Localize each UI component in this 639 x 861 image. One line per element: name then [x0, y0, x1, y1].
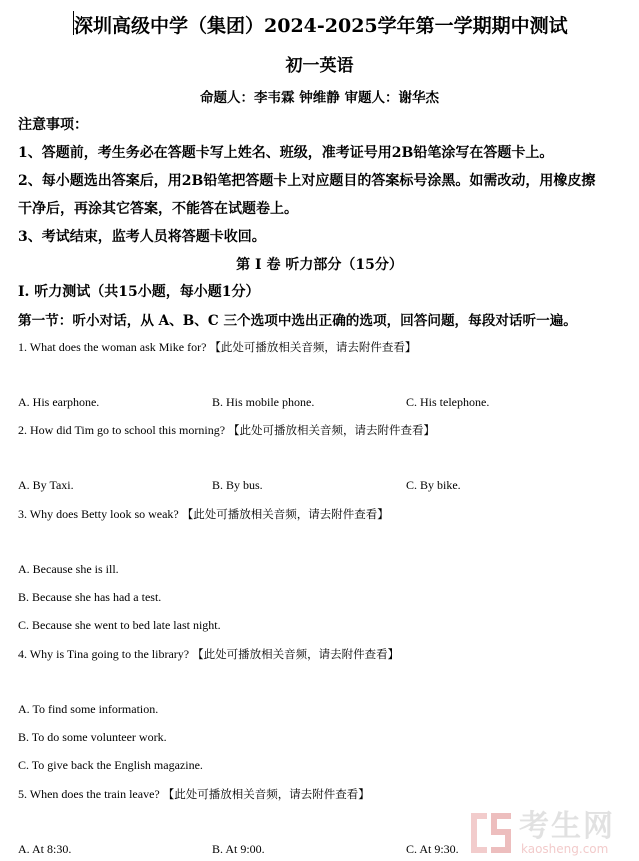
- subsection-heading: 第一节：听小对话，从 A、B、C 三个选项中选出正确的选项，回答问题，每段对话听一遍。: [18, 313, 577, 329]
- question-4-text: 4. Why is Tina going to the library?: [18, 647, 190, 661]
- question-2: [18, 422, 435, 438]
- audio-tag: 【此处可播放相关音频，请去附件查看】: [162, 787, 370, 801]
- exam-title: 深圳高级中学（集团）2024-2025学年第一学期期中测试: [74, 15, 568, 37]
- section-title: 第 I 卷 听力部分（15分）: [236, 257, 403, 273]
- question-3-option-a: A. Because she is ill.: [18, 562, 119, 576]
- question-1-option-a: A. His earphone.: [18, 395, 100, 409]
- question-2-option-b: B. By bus.: [212, 478, 263, 492]
- question-2-option-a: A. By Taxi.: [18, 478, 74, 492]
- question-2-option-c: C. By bike.: [406, 478, 461, 492]
- question-4: [18, 646, 399, 662]
- exam-subject: 初一英语: [285, 56, 354, 76]
- exam-authors: 命题人：李韦霖 钟维静 审题人：谢华杰: [200, 90, 439, 106]
- question-1-option-c: C. His telephone.: [406, 395, 490, 409]
- notice-item-2-line-1: 2、每小题选出答案后，用2B铅笔把答题卡上对应题目的答案标号涂黑。如需改动，用橡皮擦: [18, 173, 596, 189]
- audio-tag: 【此处可播放相关音频，请去附件查看】: [192, 647, 400, 661]
- question-5-option-b: B. At 9:00.: [212, 842, 265, 856]
- question-1-text: 1. What does the woman ask Mike for?: [18, 340, 207, 354]
- question-5: [18, 786, 370, 802]
- question-5-text: 5. When does the train leave?: [18, 787, 160, 801]
- question-3-option-c: C. Because she went to bed late last night.: [18, 618, 221, 632]
- question-1: [18, 339, 416, 355]
- notice-item-3: 3、考试结束，监考人员将答题卡收回。: [18, 229, 266, 245]
- question-4-option-a: A. To find some information.: [18, 702, 159, 716]
- watermark-cn-text: 考生网: [519, 809, 615, 844]
- audio-tag: 【此处可播放相关音频，请去附件查看】: [228, 423, 436, 437]
- question-3: [18, 506, 389, 522]
- watermark-en-text: kaosheng.com: [521, 842, 609, 856]
- question-4-option-c: C. To give back the English magazine.: [18, 758, 203, 772]
- question-3-text: 3. Why does Betty look so weak?: [18, 507, 179, 521]
- question-4-option-b: B. To do some volunteer work.: [18, 730, 167, 744]
- part-heading: Ⅰ. 听力测试（共15小题，每小题1分）: [18, 284, 260, 300]
- kaosheng-watermark: [467, 811, 615, 855]
- notice-item-1: 1、答题前，考生务必在答题卡写上姓名、班级，准考证号用2B铅笔涂写在答题卡上。: [18, 145, 554, 161]
- question-5-option-a: A. At 8:30.: [18, 842, 72, 856]
- question-5-option-c: C. At 9:30.: [406, 842, 459, 856]
- audio-tag: 【此处可播放相关音频，请去附件查看】: [209, 340, 417, 354]
- question-2-text: 2. How did Tim go to school this morning?: [18, 423, 226, 437]
- question-1-option-b: B. His mobile phone.: [212, 395, 315, 409]
- audio-tag: 【此处可播放相关音频，请去附件查看】: [181, 507, 389, 521]
- kaosheng-logo-icon: [467, 811, 515, 855]
- notice-item-2-line-2: 干净后，再涂其它答案，不能答在试题卷上。: [18, 201, 298, 217]
- notice-heading: 注意事项：: [18, 117, 88, 133]
- question-3-option-b: B. Because she has had a test.: [18, 590, 162, 604]
